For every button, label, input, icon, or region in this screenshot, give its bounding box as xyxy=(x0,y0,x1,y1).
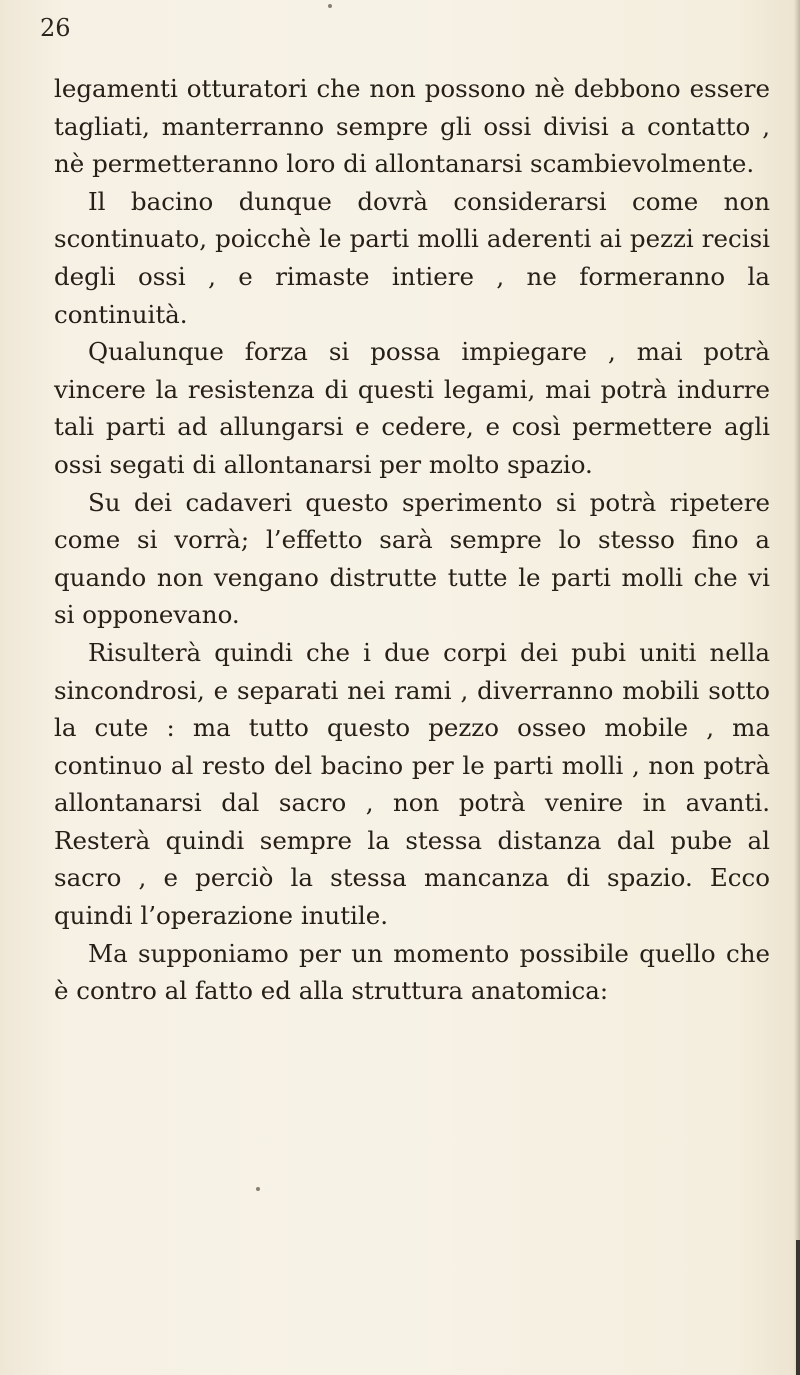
paper-speck-top xyxy=(328,4,332,8)
paper-speck-bottom xyxy=(256,1187,260,1191)
paragraph-6: Ma supponiamo per un momento possibile quello che è contro al fatto ed alla struttura anatomica: xyxy=(54,938,770,1006)
page-number: 26 xyxy=(40,14,71,42)
paragraph-3: Qualunque forza si possa impiegare , mai potrà vincere la resistenza di questi legami, mai potrà indurre tali parti ad allungarsi e cedere, e così permettere agli ossi segati di allontanarsi per molto spazio. xyxy=(54,337,770,479)
page-edge-mark xyxy=(796,1240,800,1375)
page-edge-shadow xyxy=(794,0,800,1375)
paragraph-2: Il bacino dunque dovrà considerarsi come non scontinuato, poicchè le parti molli aderenti ai pezzi recisi degli ossi , e rimaste intiere , ne formeranno la continuità. xyxy=(54,186,770,329)
paragraph-4: Su dei cadaveri questo sperimento si potrà ripetere come si vorrà; l’effetto sarà sempre lo stesso fino a quando non vengano distrutte tutte le parti molli che vi si opponevano. xyxy=(54,487,770,630)
paragraph-1: legamenti otturatori che non possono nè debbono essere tagliati, manterranno sempre gli ossi divisi a contatto , nè permetteranno loro di allontanarsi scambievolmente. xyxy=(54,74,770,179)
paragraph-5: Risulterà quindi che i due corpi dei pubi uniti nella sincondrosi, e separati nei rami , diverranno mobili sotto la cute : ma tutto questo pezzo osseo mobile , ma continuo al resto del bacino per le parti molli , non potrà allontanarsi dal sacro , non potrà venire in avanti. Resterà quindi sempre la stessa distanza dal pube al sacro , e perciò la stessa mancanza di spazio. Ecco quindi l’operazione inutile. xyxy=(54,637,770,931)
body-text xyxy=(54,70,770,1010)
